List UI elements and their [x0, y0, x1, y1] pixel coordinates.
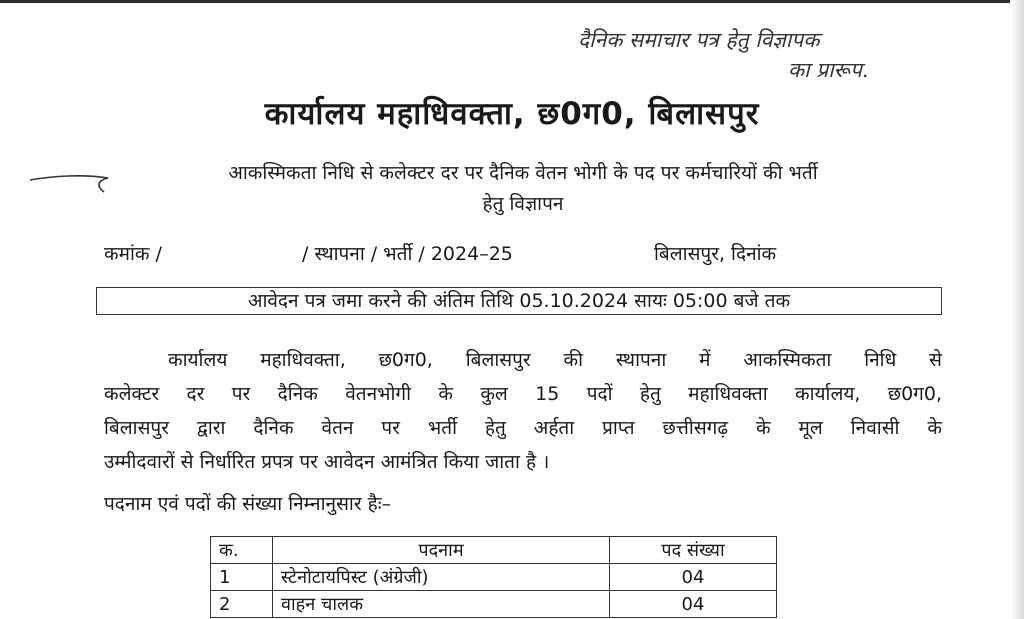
- body-line4: उम्मीदवारों से निर्धारित प्रपत्र पर आवेदन आमंत्रित किया जाता है ।: [104, 451, 550, 473]
- page-top-border: [0, 0, 1024, 3]
- header-sno: क.: [211, 537, 273, 564]
- row-post-count: 04: [610, 564, 777, 591]
- office-title: कार्यालय महाधिवक्ता, छ0ग0, बिलासपुर: [264, 96, 760, 132]
- table-row: [211, 564, 777, 591]
- row-sno: 1: [211, 564, 273, 591]
- row-post-count: 04: [610, 591, 777, 618]
- row-sno: 2: [211, 591, 273, 618]
- body-paragraph: [104, 343, 942, 479]
- handwritten-note-line2: का प्रारूप.: [788, 58, 869, 82]
- table-row: [211, 591, 777, 618]
- handwritten-note-line1: दैनिक समाचार पत्र हेतु विज्ञापक: [578, 28, 820, 52]
- body-line3: बिलासपुर द्वारा दैनिक वेतन पर भर्ती हेतु अर्हता प्राप्त छत्तीसगढ़ के मूल निवासी के: [104, 417, 942, 439]
- subject-line2: हेतु विज्ञापन: [482, 193, 564, 215]
- body-line1: कार्यालय महाधिवक्ता, छ0ग0, बिलासपुर की स्थापना में आकस्मिकता निधि से: [168, 349, 942, 371]
- reference-place-date: बिलासपुर, दिनांक: [654, 243, 777, 265]
- subject-heading: [92, 158, 954, 220]
- reference-section: / स्थापना / भर्ती / 2024–25: [302, 243, 513, 265]
- subject-line1: आकस्मिकता निधि से कलेक्टर दर पर दैनिक वेतन भोगी के पद पर कर्मचारियों की भर्ती: [228, 162, 818, 184]
- header-post-name: पदनाम: [273, 537, 610, 564]
- deadline-notice: आवेदन पत्र जमा करने की अंतिम तिथि 05.10.2024 सायः 05:00 बजे तक: [96, 287, 942, 315]
- row-post-name: स्टेनोटायपिस्ट (अंग्रेजी): [273, 564, 610, 591]
- row-post-name: वाहन चालक: [273, 591, 610, 618]
- posts-table: [210, 536, 777, 618]
- posts-heading: पदनाम एवं पदों की संख्या निम्नानुसार हैः–: [104, 493, 392, 515]
- table-header-row: [211, 537, 777, 564]
- header-post-count: पद संख्या: [610, 537, 777, 564]
- body-line2: कलेक्टर दर पर दैनिक वेतनभोगी के कुल 15 पदों हेतु महाधिवक्ता कार्यालय, छ0ग0,: [104, 383, 942, 405]
- reference-number-label: कमांक /: [104, 243, 162, 265]
